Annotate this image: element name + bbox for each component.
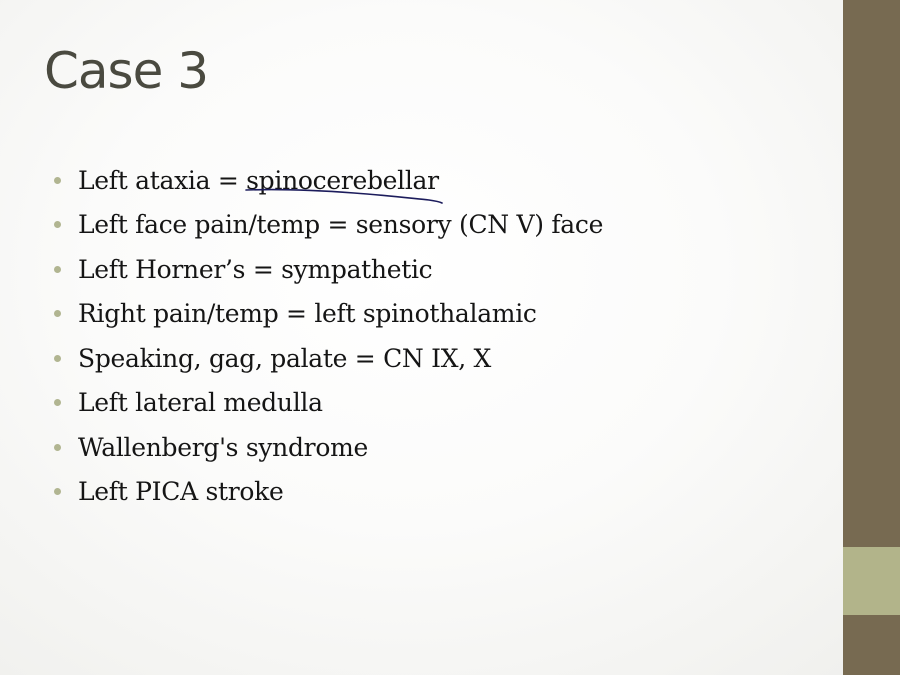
bullet-item <box>54 247 603 292</box>
bullet-text: Left ataxia = spinocerebellar <box>78 165 439 195</box>
bullet-item <box>54 336 603 381</box>
bullet-dot-icon <box>54 488 61 495</box>
bullet-text: Left face pain/temp = sensory (CN V) face <box>78 210 604 240</box>
bullet-text: Right pain/temp = left spinothalamic <box>78 299 537 329</box>
sidebar-accent-block <box>843 547 900 615</box>
bullet-text: Speaking, gag, palate = CN IX, X <box>78 343 491 373</box>
bullet-item <box>54 381 603 426</box>
handwritten-underline-annotation <box>244 184 444 214</box>
bullet-dot-icon <box>54 444 61 451</box>
bullet-dot-icon <box>54 399 61 406</box>
bullet-text: Left lateral medulla <box>78 388 323 418</box>
bullet-item <box>54 292 603 337</box>
bullet-dot-icon <box>54 177 61 184</box>
bullet-dot-icon <box>54 266 61 273</box>
bullet-dot-icon <box>54 355 61 362</box>
bullet-dot-icon <box>54 310 61 317</box>
bullet-text: Left Horner’s = sympathetic <box>78 254 433 284</box>
underline-stroke-path <box>246 190 442 203</box>
bullet-text: Wallenberg's syndrome <box>78 432 368 462</box>
bullet-dot-icon <box>54 221 61 228</box>
bullet-item <box>54 470 603 515</box>
bullet-item <box>54 425 603 470</box>
slide-title: Case 3 <box>44 42 209 100</box>
bullet-text: Left PICA stroke <box>78 477 284 507</box>
